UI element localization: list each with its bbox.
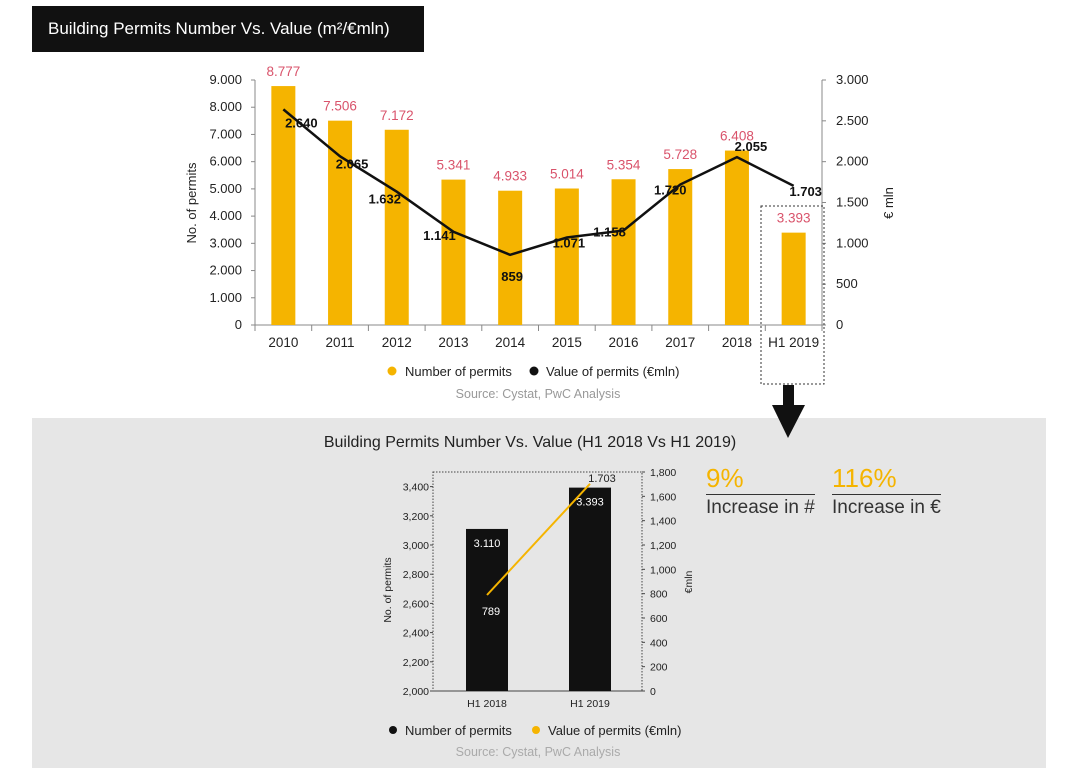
right-tick-label: 1.000 xyxy=(836,235,869,251)
line-value-label: 1.158 xyxy=(593,224,626,240)
bar-value-label: 5.341 xyxy=(436,157,471,173)
left-tick-label: 1.000 xyxy=(209,289,242,305)
bar-value-label: 7.506 xyxy=(323,98,357,114)
down-arrow-shaft xyxy=(783,385,794,405)
sub-right-tick-label: 800 xyxy=(650,588,668,601)
sub-legend-label-value: Value of permits (€mln) xyxy=(548,723,682,738)
right-tick-label: 2.000 xyxy=(836,153,869,169)
left-tick-label: 4.000 xyxy=(209,208,242,224)
left-tick-label: 0 xyxy=(234,317,242,332)
main-source-note: Source: Cystat, PwC Analysis xyxy=(455,387,621,401)
line-value-label: 859 xyxy=(501,268,524,284)
sub-left-tick-label: 3,000 xyxy=(402,540,429,552)
sub-right-tick-label: 1,600 xyxy=(650,491,677,504)
legend-label-value: Value of permits (€mln) xyxy=(546,364,680,379)
stat-value-increase xyxy=(832,462,941,519)
left-tick-label: 3.000 xyxy=(209,235,242,251)
permit-bar xyxy=(441,180,465,325)
line-value-label: 1.703 xyxy=(789,183,822,199)
x-tick-label: 2015 xyxy=(551,335,582,350)
sub-right-tick-label: 0 xyxy=(650,686,656,698)
sub-right-tick-label: 400 xyxy=(650,637,668,650)
line-value-label: 1.071 xyxy=(552,235,586,251)
left-axis-title: No. of permits xyxy=(184,162,199,244)
x-tick-label: 2017 xyxy=(665,335,696,350)
sub-right-tick-label: 1,200 xyxy=(650,540,677,552)
permit-bar xyxy=(555,189,579,325)
bar-value-label: 5.728 xyxy=(663,147,698,163)
permit-bar xyxy=(328,121,352,325)
x-tick-label: 2014 xyxy=(495,335,526,350)
permit-bar xyxy=(725,151,749,325)
sub-legend-marker-value xyxy=(532,726,540,734)
right-tick-label: 1.500 xyxy=(836,194,869,210)
sub-line-value-label: 789 xyxy=(481,606,501,619)
line-value-label: 1.632 xyxy=(368,191,402,207)
sub-permit-bar xyxy=(569,488,611,691)
line-value-label: 1.141 xyxy=(423,227,456,243)
right-tick-label: 2.500 xyxy=(836,112,869,128)
sub-legend-marker-permits xyxy=(389,726,397,734)
permit-bar xyxy=(498,191,522,325)
stat-value-label: Increase in € xyxy=(832,494,941,519)
permit-bar xyxy=(782,233,806,325)
main-chart-title: Building Permits Number Vs. Value (m²/€mln) xyxy=(32,6,424,52)
bar-value-label: 3.393 xyxy=(776,210,811,226)
sub-left-axis-title: No. of permits xyxy=(382,557,394,623)
sub-bar-value-label: 3.110 xyxy=(473,537,501,550)
x-tick-label: 2011 xyxy=(325,335,355,350)
sub-right-tick-label: 600 xyxy=(650,613,668,625)
right-tick-label: 3.000 xyxy=(836,72,869,87)
down-arrow-icon xyxy=(772,405,805,438)
sub-bar-value-label: 3.393 xyxy=(576,496,604,509)
x-tick-label: H1 2019 xyxy=(768,335,820,350)
bar-value-label: 7.172 xyxy=(379,107,414,123)
x-tick-label: 2018 xyxy=(721,335,752,350)
sub-source-note: Source: Cystat, PwC Analysis xyxy=(455,745,621,759)
sub-right-tick-label: 1,800 xyxy=(650,467,677,479)
sub-left-tick-label: 2,200 xyxy=(402,656,429,669)
x-tick-label: 2016 xyxy=(608,335,639,350)
line-value-label: 1.720 xyxy=(653,182,687,198)
legend-label-permits: Number of permits xyxy=(405,364,512,379)
left-tick-label: 5.000 xyxy=(209,180,242,196)
line-value-label: 2.640 xyxy=(285,115,318,131)
bar-value-label: 5.014 xyxy=(549,166,584,182)
x-tick-label: 2013 xyxy=(438,335,469,350)
x-tick-label: 2010 xyxy=(268,335,299,350)
line-value-label: 2.055 xyxy=(734,139,768,155)
stat-count-pct: 9% xyxy=(706,463,744,493)
sub-x-tick-label: H1 2019 xyxy=(570,698,610,710)
stat-count-label: Increase in # xyxy=(706,494,815,519)
sub-x-tick-label: H1 2018 xyxy=(467,698,507,710)
permit-bar xyxy=(612,179,636,325)
legend-marker-value xyxy=(530,367,539,376)
sub-right-axis-title: €mln xyxy=(683,570,695,594)
right-tick-label: 500 xyxy=(836,276,858,292)
bar-value-label: 5.354 xyxy=(606,157,641,173)
left-tick-label: 6.000 xyxy=(209,153,242,169)
left-tick-label: 9.000 xyxy=(209,72,242,87)
legend-marker-permits xyxy=(388,367,397,376)
sub-left-tick-label: 2,400 xyxy=(402,627,429,640)
sub-right-tick-label: 1,400 xyxy=(650,515,677,528)
sub-line-value-label: 1.703 xyxy=(588,472,616,485)
sub-left-tick-label: 2,000 xyxy=(402,686,429,698)
line-value-label: 2.065 xyxy=(335,156,369,172)
bar-value-label: 6.408 xyxy=(720,128,754,144)
permit-bar xyxy=(385,130,409,325)
bar-value-label: 8.777 xyxy=(266,64,301,80)
sub-left-tick-label: 2,800 xyxy=(402,569,429,582)
bar-value-label: 4.933 xyxy=(493,168,528,184)
sub-right-tick-label: 200 xyxy=(650,661,668,674)
sub-right-tick-label: 1,000 xyxy=(650,564,677,577)
left-tick-label: 2.000 xyxy=(209,262,242,278)
stat-count-increase xyxy=(706,462,815,519)
sub-left-tick-label: 3,400 xyxy=(402,481,429,494)
sub-legend-label-permits: Number of permits xyxy=(405,723,512,738)
stat-value-pct: 116% xyxy=(832,463,897,493)
x-tick-label: 2012 xyxy=(381,335,412,350)
sub-left-tick-label: 3,200 xyxy=(402,510,429,523)
sub-left-tick-label: 2,600 xyxy=(402,598,429,611)
right-tick-label: 0 xyxy=(836,317,844,332)
left-tick-label: 7.000 xyxy=(209,126,242,142)
value-line xyxy=(283,109,793,254)
left-tick-label: 8.000 xyxy=(209,99,242,115)
right-axis-title: € mln xyxy=(881,187,896,219)
sub-chart-title: Building Permits Number Vs. Value (H1 2018 Vs H1 2019) xyxy=(323,434,737,451)
